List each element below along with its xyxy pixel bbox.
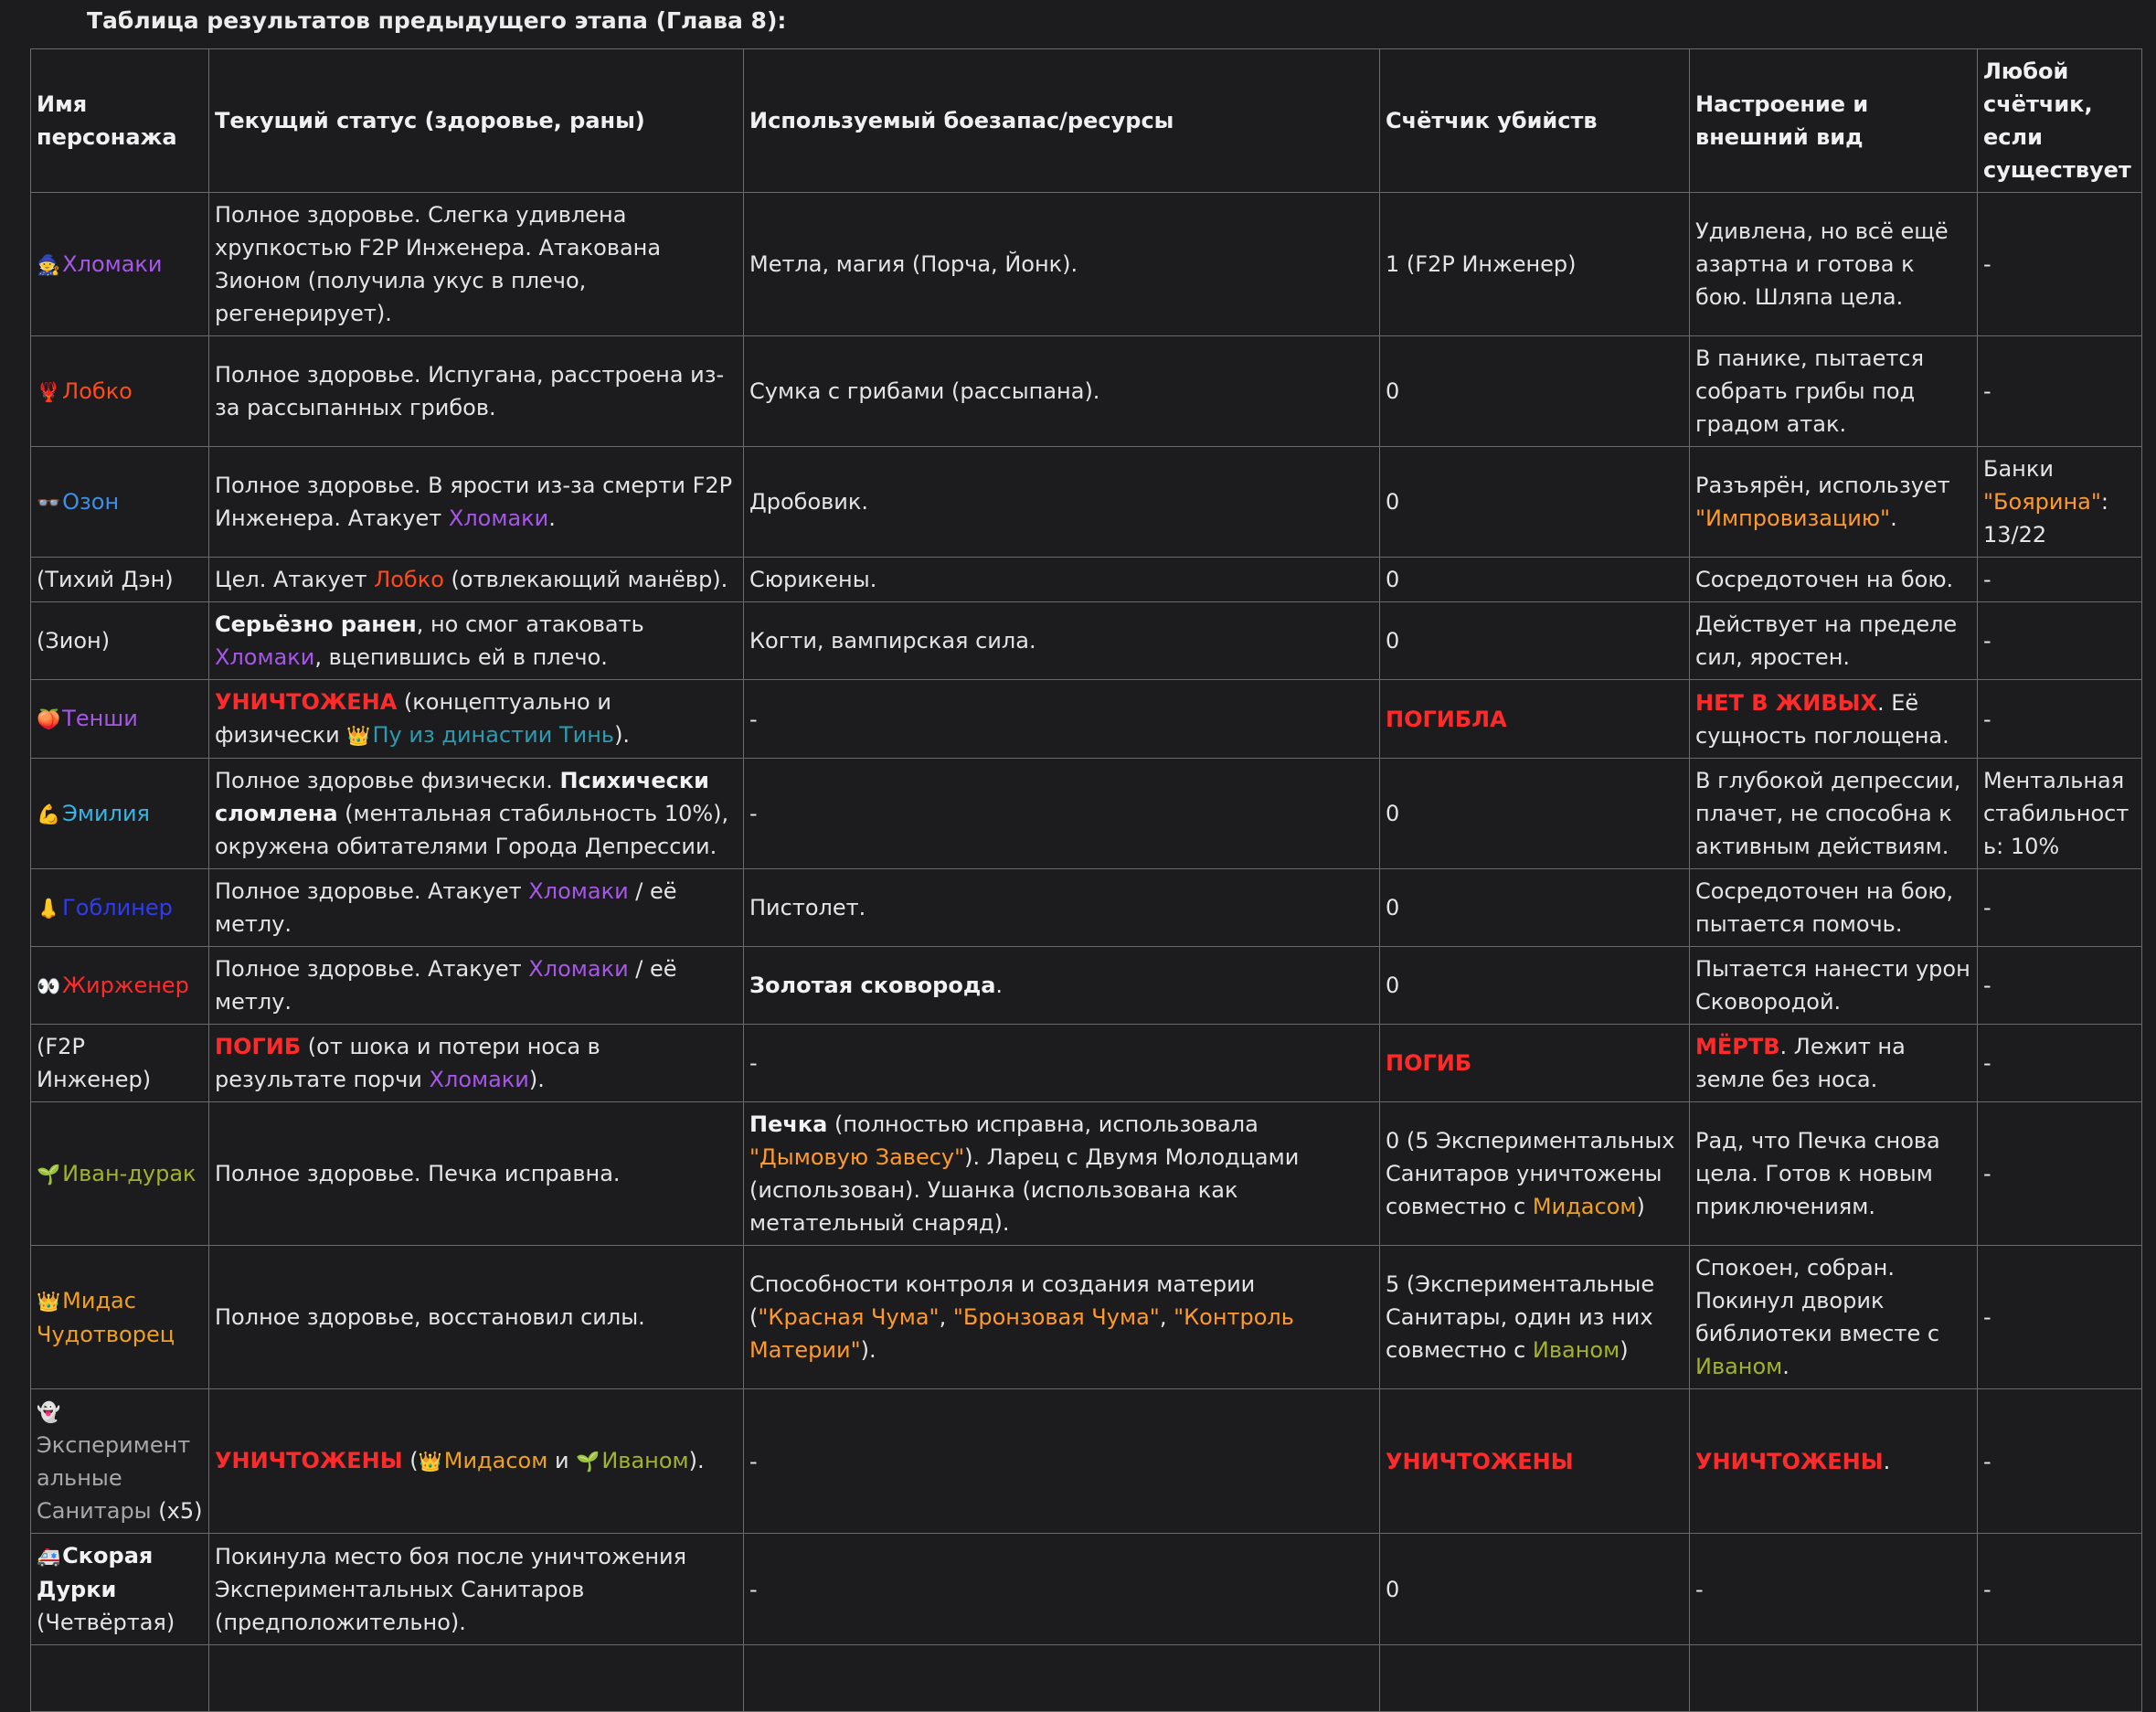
- cell-gear: Когти, вампирская сила.: [744, 602, 1380, 680]
- cell-gear: -: [744, 1534, 1380, 1645]
- table-row: [31, 759, 2142, 869]
- header-status: Текущий статус (здоровье, раны): [209, 49, 744, 193]
- cell-counter: -: [1978, 336, 2142, 447]
- character-link: Иваном: [601, 1448, 689, 1473]
- cell-status: Полное здоровье. В ярости из-за смерти F2P Инженера. Атакует Хломаки.: [209, 447, 744, 558]
- cell-mood: Сосредоточен на бою.: [1690, 558, 1978, 602]
- cell-gear: Печка (полностью исправна, использовала "Дымовую Завесу"). Ларец с Двумя Молодцами (использован). Ушанка (использована как метательный снаряд).: [744, 1102, 1380, 1246]
- cell-kills: 0: [1380, 759, 1690, 869]
- header-kills: Счётчик убийств: [1380, 49, 1690, 193]
- cell-counter: -: [1978, 602, 2142, 680]
- crown-icon: 👑: [346, 725, 371, 747]
- cell-name: [31, 869, 209, 947]
- cell-counter: -: [1978, 558, 2142, 602]
- cell-counter: Банки "Боярина": 13/22: [1978, 447, 2142, 558]
- header-name: Имя персонажа: [31, 49, 209, 193]
- cell-gear: -: [744, 1389, 1380, 1534]
- cell-name: [31, 759, 209, 869]
- table-header-row: [31, 49, 2142, 193]
- table-row: [31, 336, 2142, 447]
- character-name: Тенши: [62, 706, 138, 731]
- glasses-icon: 👓: [37, 491, 61, 514]
- eyes-icon: 👀: [37, 974, 61, 997]
- cell-mood: Рад, что Печка снова цела. Готов к новым приключениям.: [1690, 1102, 1978, 1246]
- cell-status: Полное здоровье. Испугана, расстроена из-за рассыпанных грибов.: [209, 336, 744, 447]
- cell-gear: Способности контроля и создания материи ("Красная Чума", "Бронзовая Чума", "Контроль Материи").: [744, 1246, 1380, 1389]
- character-link: Хломаки: [528, 956, 629, 982]
- character-link: Пу из династии Тинь: [372, 722, 615, 748]
- character-name: Скорая Дурки: [37, 1543, 154, 1602]
- cell-kills: ПОГИБЛА: [1380, 680, 1690, 759]
- cell-gear: Метла, магия (Порча, Йонк).: [744, 193, 1380, 336]
- cell-name: [31, 447, 209, 558]
- cell-name: 🚑Скорая Дурки (Четвёртая): [31, 1534, 209, 1645]
- ability-link: "Контроль Материи": [749, 1304, 1294, 1363]
- character-link: Мидасом: [443, 1448, 548, 1473]
- character-link: Хломаки: [448, 505, 549, 531]
- cell-kills: 0: [1380, 447, 1690, 558]
- cell-gear: Сюрикены.: [744, 558, 1380, 602]
- cell-name: (F2P Инженер): [31, 1025, 209, 1102]
- character-link: Хломаки: [528, 878, 629, 904]
- cell-counter: -: [1978, 1534, 2142, 1645]
- cell-name: 👻 Экспериментальные Санитары (x5): [31, 1389, 209, 1534]
- table-row: [31, 1025, 2142, 1102]
- cell-name: [31, 1246, 209, 1389]
- character-link: Иваном: [1695, 1354, 1783, 1379]
- lobster-icon: 🦞: [37, 380, 61, 403]
- cell-kills: 0: [1380, 602, 1690, 680]
- ability-link: "Дымовую Завесу": [749, 1144, 965, 1170]
- table-caption: Таблица результатов предыдущего этапа (Глава 8):: [87, 7, 787, 34]
- character-link: Иваном: [1532, 1337, 1620, 1363]
- cell-status: УНИЧТОЖЕНА (концептуально и физически 👑Пу из династии Тинь).: [209, 680, 744, 759]
- cell-counter: -: [1978, 1025, 2142, 1102]
- cell-kills: УНИЧТОЖЕНЫ: [1380, 1389, 1690, 1534]
- cell-kills: 5 (Экспериментальные Санитары, один из них совместно с Иваном): [1380, 1246, 1690, 1389]
- ability-link: "Красная Чума": [758, 1304, 940, 1330]
- peach-icon: 🍑: [37, 708, 61, 730]
- cell-status: Цел. Атакует Лобко (отвлекающий манёвр).: [209, 558, 744, 602]
- header-counter: Любой счётчик, если существует: [1978, 49, 2142, 193]
- table-row: [31, 1389, 2142, 1534]
- table-row-cutoff: [31, 1645, 2142, 1712]
- cell-counter: -: [1978, 1246, 2142, 1389]
- cell-status: Полное здоровье. Атакует Хломаки / её метлу.: [209, 947, 744, 1025]
- character-link: Хломаки: [215, 644, 315, 670]
- character-link: Мидасом: [1532, 1194, 1637, 1219]
- ability-link: "Импровизацию": [1695, 505, 1891, 531]
- crown-icon: 👑: [418, 1451, 442, 1473]
- cell-name: [31, 193, 209, 336]
- ability-link: "Бронзовая Чума": [952, 1304, 1160, 1330]
- cell-gear: Дробовик.: [744, 447, 1380, 558]
- results-table: [30, 48, 2142, 1712]
- cell-kills: ПОГИБ: [1380, 1025, 1690, 1102]
- cell-name: [31, 1102, 209, 1246]
- header-mood: Настроение и внешний вид: [1690, 49, 1978, 193]
- item-link: "Боярина": [1983, 489, 2101, 515]
- cell-status: Полное здоровье. Слегка удивлена хрупкостью F2P Инженера. Атакована Зионом (получила укус в плечо, регенерирует).: [209, 193, 744, 336]
- cell-name: (Тихий Дэн): [31, 558, 209, 602]
- ambulance-icon: 🚑: [37, 1546, 61, 1568]
- cell-counter: -: [1978, 1389, 2142, 1534]
- cell-counter: -: [1978, 1102, 2142, 1246]
- character-name: Гоблинер: [62, 894, 173, 920]
- character-name: Иван-дурак: [62, 1160, 196, 1186]
- cell-kills: 1 (F2P Инженер): [1380, 193, 1690, 336]
- witch-icon: 🧙: [37, 253, 61, 276]
- cell-status: ПОГИБ (от шока и потери носа в результате порчи Хломаки).: [209, 1025, 744, 1102]
- cell-gear: Пистолет.: [744, 869, 1380, 947]
- cell-mood: НЕТ В ЖИВЫХ. Её сущность поглощена.: [1690, 680, 1978, 759]
- cell-mood: МЁРТВ. Лежит на земле без носа.: [1690, 1025, 1978, 1102]
- cell-mood: -: [1690, 1534, 1978, 1645]
- cell-counter: -: [1978, 947, 2142, 1025]
- nose-icon: 👃: [37, 897, 61, 920]
- character-name: Экспериментальные Санитары: [37, 1432, 191, 1524]
- character-name: Озон: [62, 488, 120, 515]
- table-row: [31, 558, 2142, 602]
- cell-name: (Зион): [31, 602, 209, 680]
- character-name: Лобко: [62, 377, 133, 404]
- cell-gear: Сумка с грибами (рассыпана).: [744, 336, 1380, 447]
- cell-kills: 0: [1380, 558, 1690, 602]
- character-name: Мидас Чудотворец: [37, 1287, 175, 1347]
- cell-counter: Ментальная стабильность: 10%: [1978, 759, 2142, 869]
- cell-counter: -: [1978, 680, 2142, 759]
- cell-kills: 0: [1380, 336, 1690, 447]
- table-row: [31, 1102, 2142, 1246]
- character-name: Жирженер: [62, 972, 189, 998]
- table-row: [31, 680, 2142, 759]
- cell-counter: -: [1978, 193, 2142, 336]
- cell-gear: -: [744, 680, 1380, 759]
- cell-status: УНИЧТОЖЕНЫ (👑Мидасом и 🌱Иваном).: [209, 1389, 744, 1534]
- cell-mood: В панике, пытается собрать грибы под градом атак.: [1690, 336, 1978, 447]
- character-link: Хломаки: [429, 1067, 529, 1092]
- cell-mood: В глубокой депрессии, плачет, не способна к активным действиям.: [1690, 759, 1978, 869]
- cell-status: Полное здоровье физически. Психически сломлена (ментальная стабильность 10%), окружена обитателями Города Депрессии.: [209, 759, 744, 869]
- cell-mood: Разъярён, использует "Импровизацию".: [1690, 447, 1978, 558]
- muscle-icon: 💪: [37, 803, 61, 825]
- character-name: Эмилия: [62, 800, 150, 826]
- table-row: [31, 447, 2142, 558]
- cell-status: Полное здоровье. Печка исправна.: [209, 1102, 744, 1246]
- cell-gear: -: [744, 1025, 1380, 1102]
- cell-gear: Золотая сковорода.: [744, 947, 1380, 1025]
- table-row: [31, 947, 2142, 1025]
- character-name: Хломаки: [62, 250, 163, 277]
- cell-mood: Пытается нанести урон Сковородой.: [1690, 947, 1978, 1025]
- cell-name: [31, 680, 209, 759]
- cell-gear: -: [744, 759, 1380, 869]
- header-gear: Используемый боезапас/ресурсы: [744, 49, 1380, 193]
- cell-kills: 0: [1380, 1534, 1690, 1645]
- cell-mood: Сосредоточен на бою, пытается помочь.: [1690, 869, 1978, 947]
- table-row: [31, 1534, 2142, 1645]
- cell-mood: УНИЧТОЖЕНЫ.: [1690, 1389, 1978, 1534]
- table-row: [31, 602, 2142, 680]
- ghost-icon: 👻: [37, 1401, 61, 1423]
- table-row: [31, 193, 2142, 336]
- cell-status: Полное здоровье, восстановил силы.: [209, 1246, 744, 1389]
- cell-mood: Спокоен, собран. Покинул дворик библиотеки вместе с Иваном.: [1690, 1246, 1978, 1389]
- cell-name: [31, 947, 209, 1025]
- cell-kills: 0 (5 Экспериментальных Санитаров уничтожены совместно с Мидасом): [1380, 1102, 1690, 1246]
- cell-mood: Действует на пределе сил, яростен.: [1690, 602, 1978, 680]
- cell-status: Полное здоровье. Атакует Хломаки / её метлу.: [209, 869, 744, 947]
- table-row: [31, 869, 2142, 947]
- cell-status: Покинула место боя после уничтожения Экспериментальных Санитаров (предположительно).: [209, 1534, 744, 1645]
- cell-counter: -: [1978, 869, 2142, 947]
- sprout-icon: 🌱: [576, 1451, 600, 1473]
- table-row: [31, 1246, 2142, 1389]
- cell-kills: 0: [1380, 869, 1690, 947]
- cell-mood: Удивлена, но всё ещё азартна и готова к бою. Шляпа цела.: [1690, 193, 1978, 336]
- character-link: Лобко: [374, 567, 444, 592]
- sprout-icon: 🌱: [37, 1163, 61, 1186]
- cell-status: Серьёзно ранен, но смог атаковать Хломаки, вцепившись ей в плечо.: [209, 602, 744, 680]
- cell-kills: 0: [1380, 947, 1690, 1025]
- crown-icon: 👑: [37, 1290, 61, 1313]
- results-table-container: [30, 48, 2141, 1635]
- cell-name: [31, 336, 209, 447]
